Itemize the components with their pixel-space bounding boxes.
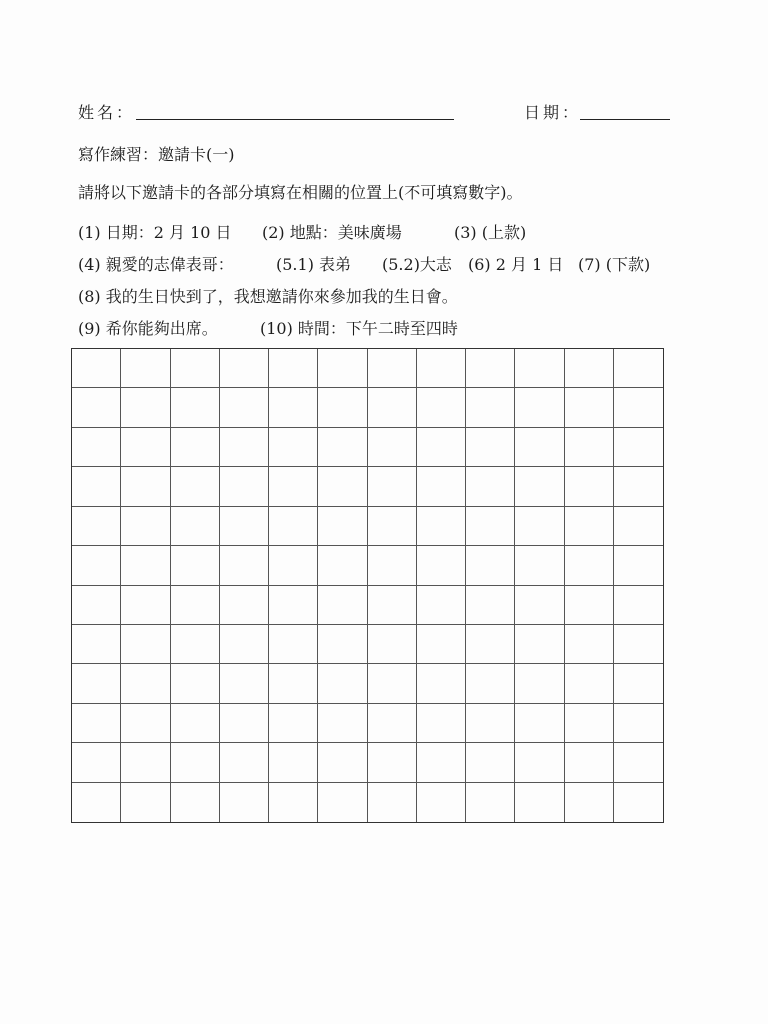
grid-cell[interactable] <box>614 507 663 546</box>
grid-cell[interactable] <box>417 507 466 546</box>
grid-cell[interactable] <box>121 349 170 388</box>
grid-cell[interactable] <box>269 743 318 782</box>
grid-cell[interactable] <box>466 743 515 782</box>
grid-cell[interactable] <box>515 783 564 822</box>
grid-cell[interactable] <box>368 783 417 822</box>
grid-cell[interactable] <box>72 743 121 782</box>
grid-cell[interactable] <box>565 704 614 743</box>
grid-cell[interactable] <box>220 586 269 625</box>
grid-cell[interactable] <box>220 664 269 703</box>
grid-cell[interactable] <box>565 664 614 703</box>
grid-cell[interactable] <box>368 467 417 506</box>
grid-cell[interactable] <box>269 507 318 546</box>
grid-cell[interactable] <box>72 704 121 743</box>
grid-cell[interactable] <box>220 546 269 585</box>
grid-cell[interactable] <box>565 507 614 546</box>
grid-cell[interactable] <box>72 625 121 664</box>
grid-cell[interactable] <box>318 428 367 467</box>
grid-cell[interactable] <box>121 586 170 625</box>
grid-cell[interactable] <box>565 586 614 625</box>
grid-cell[interactable] <box>515 704 564 743</box>
grid-cell[interactable] <box>515 507 564 546</box>
item-6: (6) 2 月 1 日 <box>468 255 564 274</box>
grid-cell[interactable] <box>318 743 367 782</box>
grid-cell[interactable] <box>515 388 564 427</box>
grid-cell[interactable] <box>466 388 515 427</box>
grid-cell[interactable] <box>614 586 663 625</box>
grid-cell[interactable] <box>417 586 466 625</box>
worksheet-title: 寫作練習：邀請卡(一) <box>78 145 235 164</box>
item-5-1: (5.1) 表弟 <box>276 255 352 274</box>
grid-cell[interactable] <box>368 586 417 625</box>
name-blank-line[interactable] <box>136 119 454 120</box>
grid-cell[interactable] <box>171 704 220 743</box>
grid-cell[interactable] <box>72 428 121 467</box>
grid-cell[interactable] <box>269 349 318 388</box>
grid-cell[interactable] <box>269 388 318 427</box>
grid-cell[interactable] <box>466 467 515 506</box>
grid-cell[interactable] <box>171 625 220 664</box>
item-7: (7) (下款) <box>578 255 651 274</box>
grid-cell[interactable] <box>72 349 121 388</box>
grid-cell[interactable] <box>565 349 614 388</box>
grid-cell[interactable] <box>417 349 466 388</box>
grid-cell[interactable] <box>318 664 367 703</box>
item-5-2: (5.2)大志 <box>382 255 452 274</box>
grid-cell[interactable] <box>565 428 614 467</box>
grid-cell[interactable] <box>515 625 564 664</box>
grid-cell[interactable] <box>171 664 220 703</box>
grid-cell[interactable] <box>368 704 417 743</box>
grid-cell[interactable] <box>614 388 663 427</box>
grid-cell[interactable] <box>368 625 417 664</box>
grid-cell[interactable] <box>565 546 614 585</box>
grid-cell[interactable] <box>417 546 466 585</box>
grid-cell[interactable] <box>269 704 318 743</box>
grid-cell[interactable] <box>565 743 614 782</box>
grid-cell[interactable] <box>121 704 170 743</box>
grid-cell[interactable] <box>417 783 466 822</box>
grid-cell[interactable] <box>368 743 417 782</box>
grid-cell[interactable] <box>171 388 220 427</box>
grid-cell[interactable] <box>368 546 417 585</box>
grid-cell[interactable] <box>269 783 318 822</box>
writing-grid[interactable] <box>71 348 664 823</box>
item-4: (4) 親愛的志偉表哥： <box>78 255 234 274</box>
grid-cell[interactable] <box>318 704 367 743</box>
grid-cell[interactable] <box>614 428 663 467</box>
grid-cell[interactable] <box>368 428 417 467</box>
grid-cell[interactable] <box>565 625 614 664</box>
grid-cell[interactable] <box>417 704 466 743</box>
grid-cell[interactable] <box>72 664 121 703</box>
grid-cell[interactable] <box>121 664 170 703</box>
grid-cell[interactable] <box>72 783 121 822</box>
grid-cell[interactable] <box>121 467 170 506</box>
grid-cell[interactable] <box>614 349 663 388</box>
grid-cell[interactable] <box>515 546 564 585</box>
grid-cell[interactable] <box>220 388 269 427</box>
grid-cell[interactable] <box>565 388 614 427</box>
grid-cell[interactable] <box>515 743 564 782</box>
grid-cell[interactable] <box>318 467 367 506</box>
item-2: (2) 地點：美味廣場 <box>262 223 402 242</box>
grid-cell[interactable] <box>466 664 515 703</box>
grid-cell[interactable] <box>220 783 269 822</box>
date-blank-line[interactable] <box>580 119 670 120</box>
grid-cell[interactable] <box>417 664 466 703</box>
grid-cell[interactable] <box>417 625 466 664</box>
grid-cell[interactable] <box>171 743 220 782</box>
grid-cell[interactable] <box>121 546 170 585</box>
grid-cell[interactable] <box>466 349 515 388</box>
item-9: (9) 希你能夠出席。 <box>78 319 218 338</box>
grid-cell[interactable] <box>614 783 663 822</box>
grid-cell[interactable] <box>269 664 318 703</box>
grid-cell[interactable] <box>417 743 466 782</box>
header-row <box>78 100 670 124</box>
grid-cell[interactable] <box>466 586 515 625</box>
grid-cell[interactable] <box>269 467 318 506</box>
grid-cell[interactable] <box>121 428 170 467</box>
grid-cell[interactable] <box>220 349 269 388</box>
grid-cell[interactable] <box>417 467 466 506</box>
grid-cell[interactable] <box>515 467 564 506</box>
name-label: 姓名： <box>78 103 136 122</box>
grid-cell[interactable] <box>466 704 515 743</box>
grid-cell[interactable] <box>269 625 318 664</box>
item-8: (8) 我的生日快到了，我想邀請你來參加我的生日會。 <box>78 287 458 306</box>
grid-cell[interactable] <box>72 467 121 506</box>
grid-cell[interactable] <box>220 743 269 782</box>
grid-cell[interactable] <box>614 467 663 506</box>
grid-cell[interactable] <box>171 507 220 546</box>
grid-cell[interactable] <box>318 388 367 427</box>
item-1: (1) 日期：2 月 10 日 <box>78 223 232 242</box>
grid-cell[interactable] <box>318 349 367 388</box>
grid-cell[interactable] <box>515 586 564 625</box>
grid-cell[interactable] <box>220 507 269 546</box>
grid-cell[interactable] <box>318 507 367 546</box>
grid-cell[interactable] <box>614 743 663 782</box>
instruction-text: 請將以下邀請卡的各部分填寫在相關的位置上(不可填寫數字)。 <box>78 183 523 202</box>
grid-cell[interactable] <box>318 625 367 664</box>
grid-cell[interactable] <box>269 586 318 625</box>
grid-cell[interactable] <box>269 428 318 467</box>
date-label: 日期： <box>524 103 582 122</box>
grid-cell[interactable] <box>318 783 367 822</box>
grid-cell[interactable] <box>121 743 170 782</box>
item-3: (3) (上款) <box>454 223 527 242</box>
grid-cell[interactable] <box>466 783 515 822</box>
grid-cell[interactable] <box>269 546 318 585</box>
grid-cell[interactable] <box>368 388 417 427</box>
grid-cell[interactable] <box>121 507 170 546</box>
grid-cell[interactable] <box>614 704 663 743</box>
grid-cell[interactable] <box>171 349 220 388</box>
grid-cell[interactable] <box>171 783 220 822</box>
grid-cell[interactable] <box>565 467 614 506</box>
grid-cell[interactable] <box>368 349 417 388</box>
grid-cell[interactable] <box>318 546 367 585</box>
grid-cell[interactable] <box>466 428 515 467</box>
grid-cell[interactable] <box>515 428 564 467</box>
grid-cell[interactable] <box>417 428 466 467</box>
grid-cell[interactable] <box>417 388 466 427</box>
grid-cell[interactable] <box>466 507 515 546</box>
grid-cell[interactable] <box>171 428 220 467</box>
grid-cell[interactable] <box>368 664 417 703</box>
grid-cell[interactable] <box>72 586 121 625</box>
grid-cell[interactable] <box>220 428 269 467</box>
grid-cell[interactable] <box>171 546 220 585</box>
grid-cell[interactable] <box>466 546 515 585</box>
grid-cell[interactable] <box>466 625 515 664</box>
grid-cell[interactable] <box>220 704 269 743</box>
grid-cell[interactable] <box>318 586 367 625</box>
grid-cell[interactable] <box>515 349 564 388</box>
grid-cell[interactable] <box>72 507 121 546</box>
grid-cell[interactable] <box>565 783 614 822</box>
grid-cell[interactable] <box>72 546 121 585</box>
grid-cell[interactable] <box>515 664 564 703</box>
grid-cell[interactable] <box>121 625 170 664</box>
grid-cell[interactable] <box>368 507 417 546</box>
grid-cell[interactable] <box>220 467 269 506</box>
grid-cell[interactable] <box>220 625 269 664</box>
grid-cell[interactable] <box>121 783 170 822</box>
grid-cell[interactable] <box>614 625 663 664</box>
grid-cell[interactable] <box>614 664 663 703</box>
grid-cell[interactable] <box>72 388 121 427</box>
grid-cell[interactable] <box>171 586 220 625</box>
item-10: (10) 時間：下午二時至四時 <box>260 319 458 338</box>
grid-cell[interactable] <box>171 467 220 506</box>
grid-cell[interactable] <box>121 388 170 427</box>
grid-cell[interactable] <box>614 546 663 585</box>
